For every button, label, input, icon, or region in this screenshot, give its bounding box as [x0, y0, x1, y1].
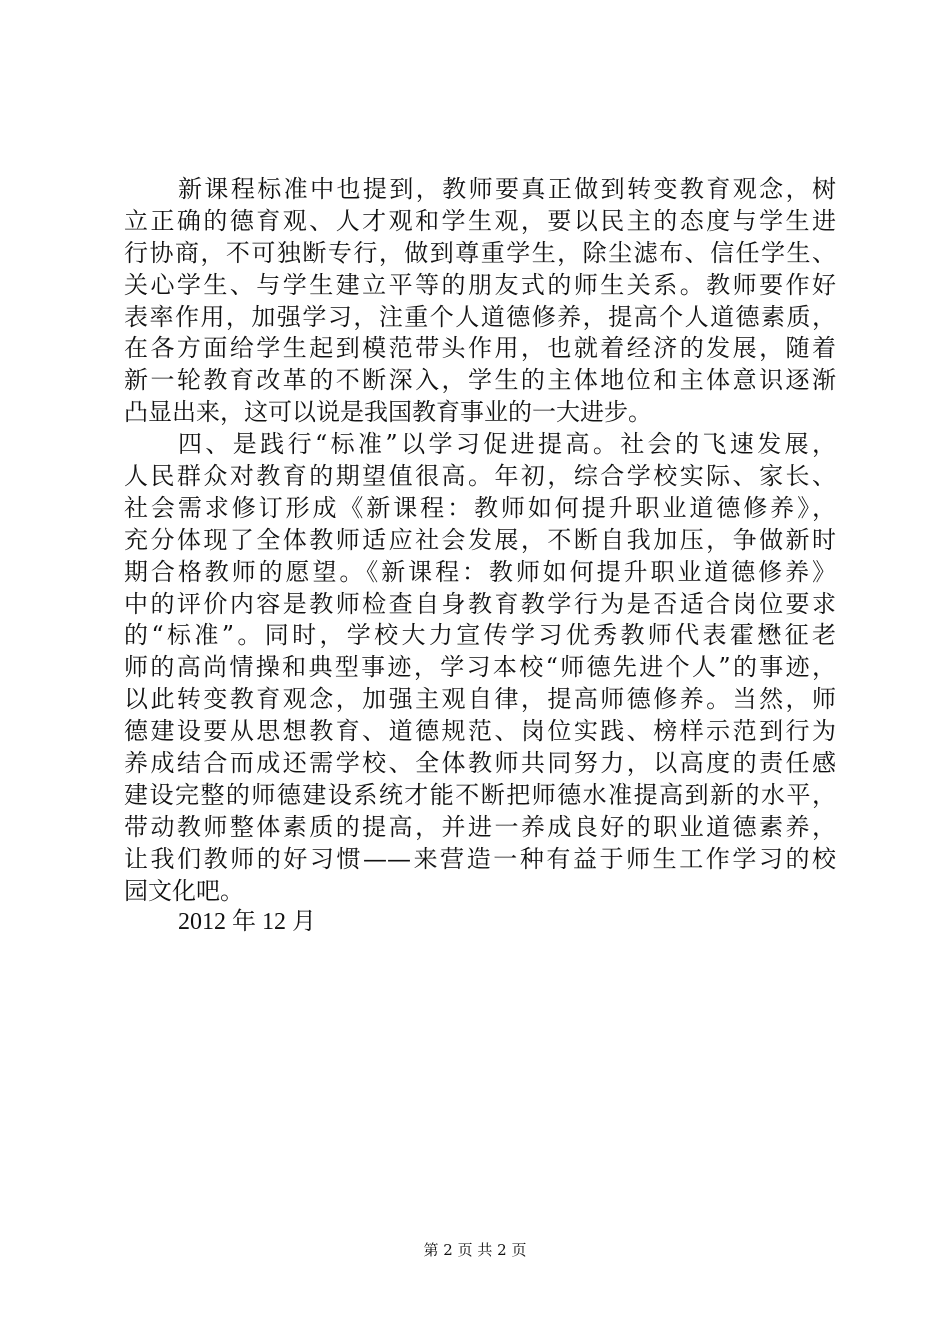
paragraph-line: 人民群众对教育的期望值很高。年初，综合学校实际、家长、	[124, 462, 836, 491]
paragraph-line: 中的评价内容是教师检查自身教育教学行为是否适合岗位要求	[124, 589, 836, 618]
paragraph-line: 关心学生、与学生建立平等的朋友式的师生关系。教师要作好	[124, 270, 836, 299]
paragraph-1	[124, 174, 836, 429]
paragraph-line: 带动教师整体素质的提高，并进一养成良好的职业道德素养，	[124, 812, 836, 841]
paragraph-line: 的“标准”。同时，学校大力宣传学习优秀教师代表霍懋征老	[124, 621, 836, 650]
paragraph-line: 师的高尚情操和典型事迹，学习本校“师德先进个人”的事迹，	[124, 653, 836, 682]
paragraph-line: 期合格教师的愿望。《新课程：教师如何提升职业道德修养》	[124, 557, 836, 586]
paragraph-line: 凸显出来，这可以说是我国教育事业的一大进步。	[124, 398, 652, 427]
paragraph-line: 四、是践行“标准”以学习促进提高。社会的飞速发展，	[178, 430, 836, 459]
paragraph-2	[124, 429, 836, 907]
paragraph-line: 新课程标准中也提到，教师要真正做到转变教育观念，树	[178, 175, 836, 203]
paragraph-line: 园文化吧。	[124, 876, 244, 905]
paragraph-line: 行协商，不可独断专行，做到尊重学生，除尘滤布、信任学生、	[124, 238, 836, 267]
paragraph-line: 表率作用，加强学习，注重个人道德修养，提高个人道德素质，	[124, 302, 836, 331]
paragraph-line: 在各方面给学生起到模范带头作用，也就着经济的发展，随着	[124, 334, 836, 363]
paragraph-line: 新一轮教育改革的不断深入，学生的主体地位和主体意识逐渐	[124, 366, 836, 395]
paragraph-line: 让我们教师的好习惯——来营造一种有益于师生工作学习的校	[124, 844, 836, 873]
paragraph-line: 立正确的德育观、人才观和学生观，要以民主的态度与学生进	[124, 206, 836, 235]
paragraph-line: 充分体现了全体教师适应社会发展，不断自我加压，争做新时	[124, 525, 836, 554]
page-footer	[0, 1240, 950, 1260]
paragraph-line: 养成结合而成还需学校、全体教师共同努力，以高度的责任感	[124, 749, 836, 778]
paragraph-line: 建设完整的师德建设系统才能不断把师德水准提高到新的水平，	[124, 780, 836, 809]
page-number-label: 第 2 页 共 2 页	[423, 1241, 527, 1259]
document-date: 2012 年 12 月	[178, 909, 316, 936]
document-body	[124, 174, 836, 939]
paragraph-line: 德建设要从思想教育、道德规范、岗位实践、榜样示范到行为	[124, 717, 836, 746]
paragraph-line: 以此转变教育观念，加强主观自律，提高师德修养。当然，师	[124, 685, 836, 714]
paragraph-line: 社会需求修订形成《新课程：教师如何提升职业道德修养》，	[124, 493, 836, 522]
